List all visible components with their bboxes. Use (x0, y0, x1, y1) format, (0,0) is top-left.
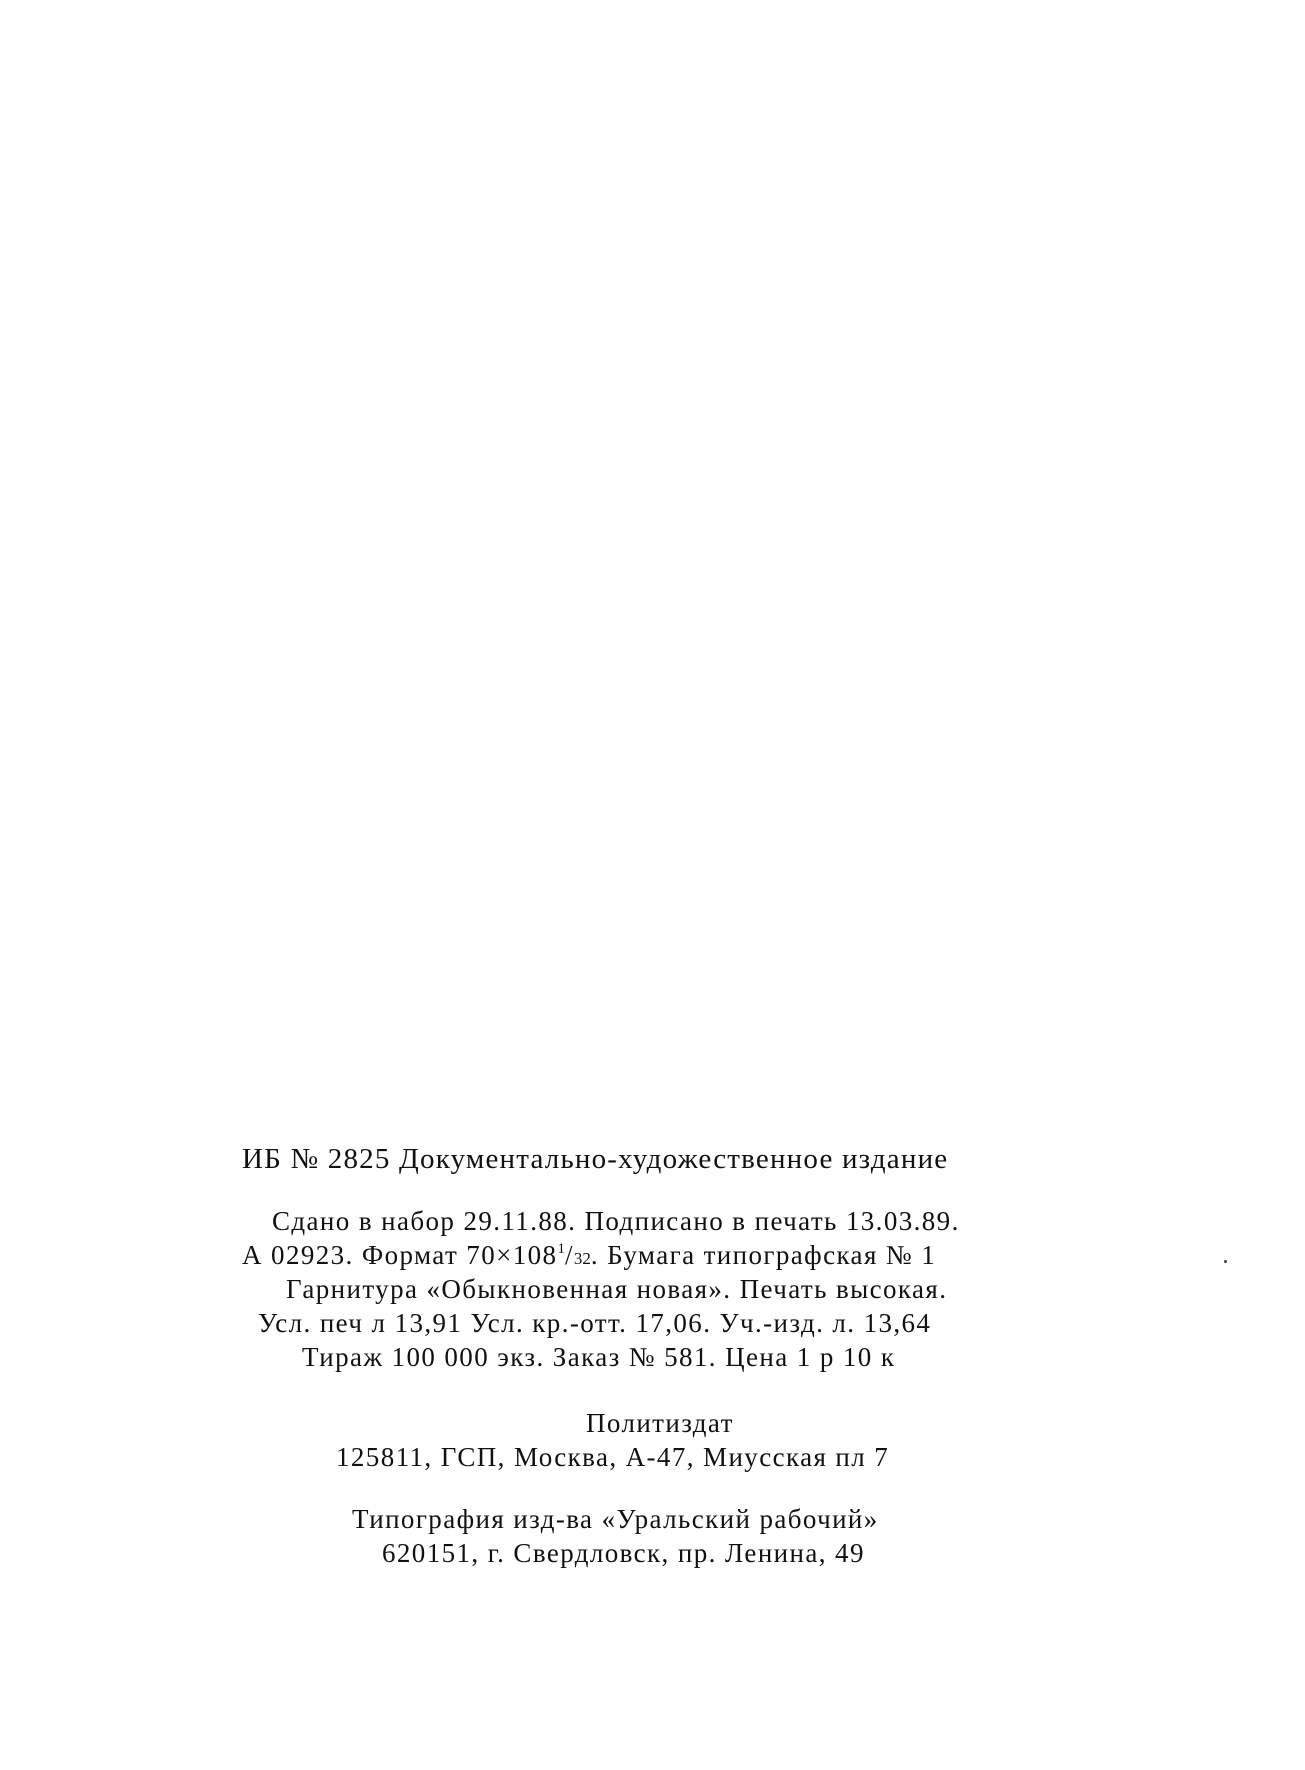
publisher-address: 125811, ГСП, Москва, А-47, Миусская пл 7 (336, 1442, 890, 1472)
imprint-heading: ИБ № 2825 Документально-художественное издание (242, 1143, 949, 1175)
format-superscript: 1 (557, 1241, 565, 1257)
format-prefix: А 02923. Формат 70×108 (242, 1240, 558, 1270)
print-speck (1224, 1260, 1227, 1263)
imprint-detail-line: Сдано в набор 29.11.88. Подписано в печать 13.03.89. (272, 1206, 960, 1236)
printer-address: 620151, г. Свердловск, пр. Ленина, 49 (382, 1538, 865, 1568)
printer-name: Типография изд-ва «Уральский рабочий» (352, 1504, 879, 1534)
imprint-detail-line: Тираж 100 000 экз. Заказ № 581. Цена 1 р 10 к (302, 1342, 896, 1372)
format-slash: / (564, 1240, 574, 1270)
format-suffix: . Бумага типографская № 1 (590, 1240, 937, 1270)
imprint-detail-line: Гарнитура «Обыкновенная новая». Печать высокая. (286, 1274, 948, 1304)
publisher-name: Политиздат (586, 1408, 734, 1438)
imprint-detail-line: Усл. печ л 13,91 Усл. кр.-отт. 17,06. Уч.-изд. л. 13,64 (258, 1308, 932, 1338)
format-subscript: 32 (573, 1249, 591, 1268)
